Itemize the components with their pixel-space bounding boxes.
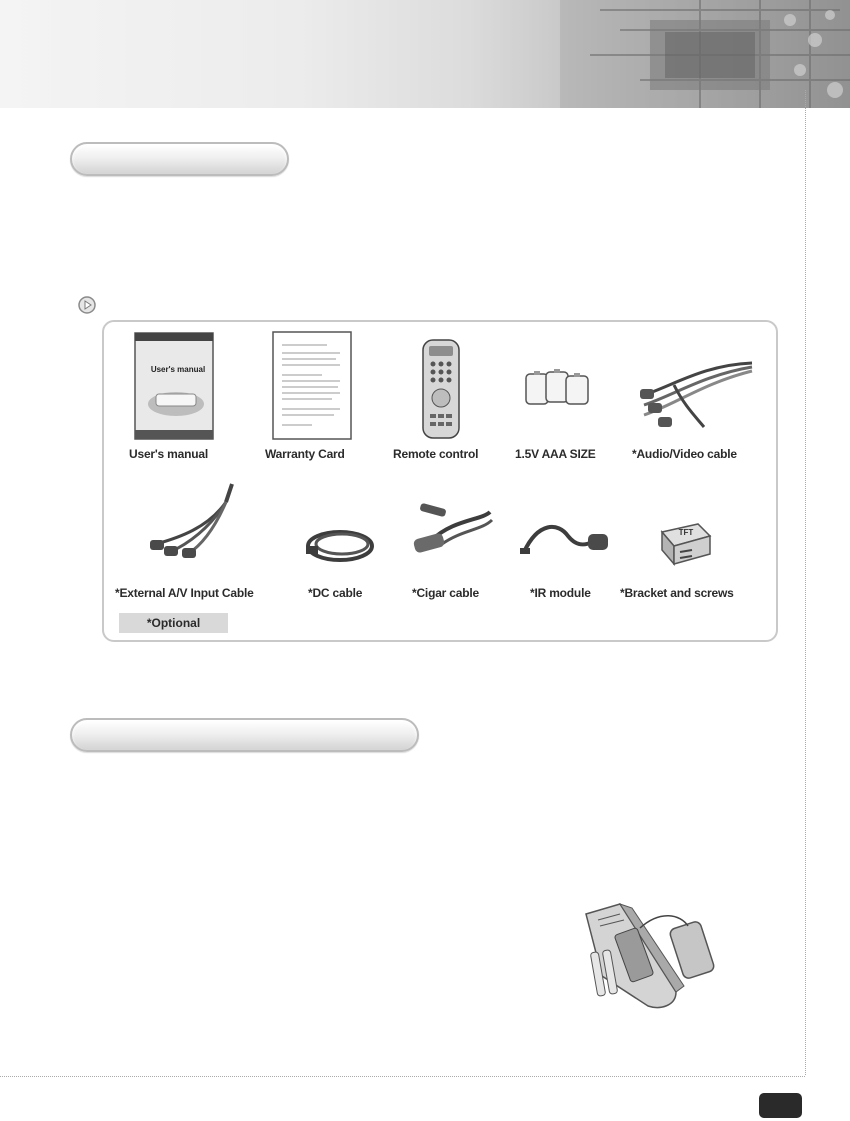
item-label-cigar-cable: *Cigar cable: [412, 586, 479, 600]
bracket-label: TFT: [678, 528, 694, 537]
item-label-users-manual: User's manual: [129, 447, 208, 461]
header-banner: [0, 0, 850, 108]
dc-cable-icon: [302, 522, 380, 568]
battery-icon: [522, 368, 592, 408]
item-label-battery: 1.5V AAA SIZE: [515, 447, 596, 461]
page-number-badge: [759, 1093, 802, 1118]
item-label-remote-control: Remote control: [393, 447, 479, 461]
item-label-bracket: *Bracket and screws: [620, 586, 734, 600]
item-label-external-av-cable: *External A/V Input Cable: [115, 586, 254, 600]
warranty-card-icon: [272, 331, 352, 440]
item-label-ir-module: *IR module: [530, 586, 591, 600]
circuit-board-graphic: [0, 0, 850, 108]
bracket-icon: [658, 518, 714, 566]
cigar-cable-icon: [412, 500, 496, 562]
item-label-dc-cable: *DC cable: [308, 586, 363, 600]
manual-booklet-icon: [134, 332, 214, 440]
item-label-warranty-card: Warranty Card: [265, 447, 345, 461]
ir-module-icon: [518, 512, 610, 562]
item-label-av-cable: *Audio/Video cable: [632, 447, 737, 461]
play-bullet-icon: [78, 296, 96, 314]
remote-control-icon: [420, 338, 462, 440]
optional-note: *Optional: [119, 613, 228, 633]
section-heading-tab: [70, 142, 289, 176]
footer-rule: [0, 1076, 805, 1077]
manual-cover-text: User's manual: [150, 365, 206, 374]
right-margin-rule: [805, 90, 806, 1075]
section-heading-tab-2: [70, 718, 419, 752]
external-av-cable-icon: [148, 478, 240, 558]
av-cable-icon: [634, 355, 756, 437]
battery-insertion-illustration: [580, 900, 720, 1012]
